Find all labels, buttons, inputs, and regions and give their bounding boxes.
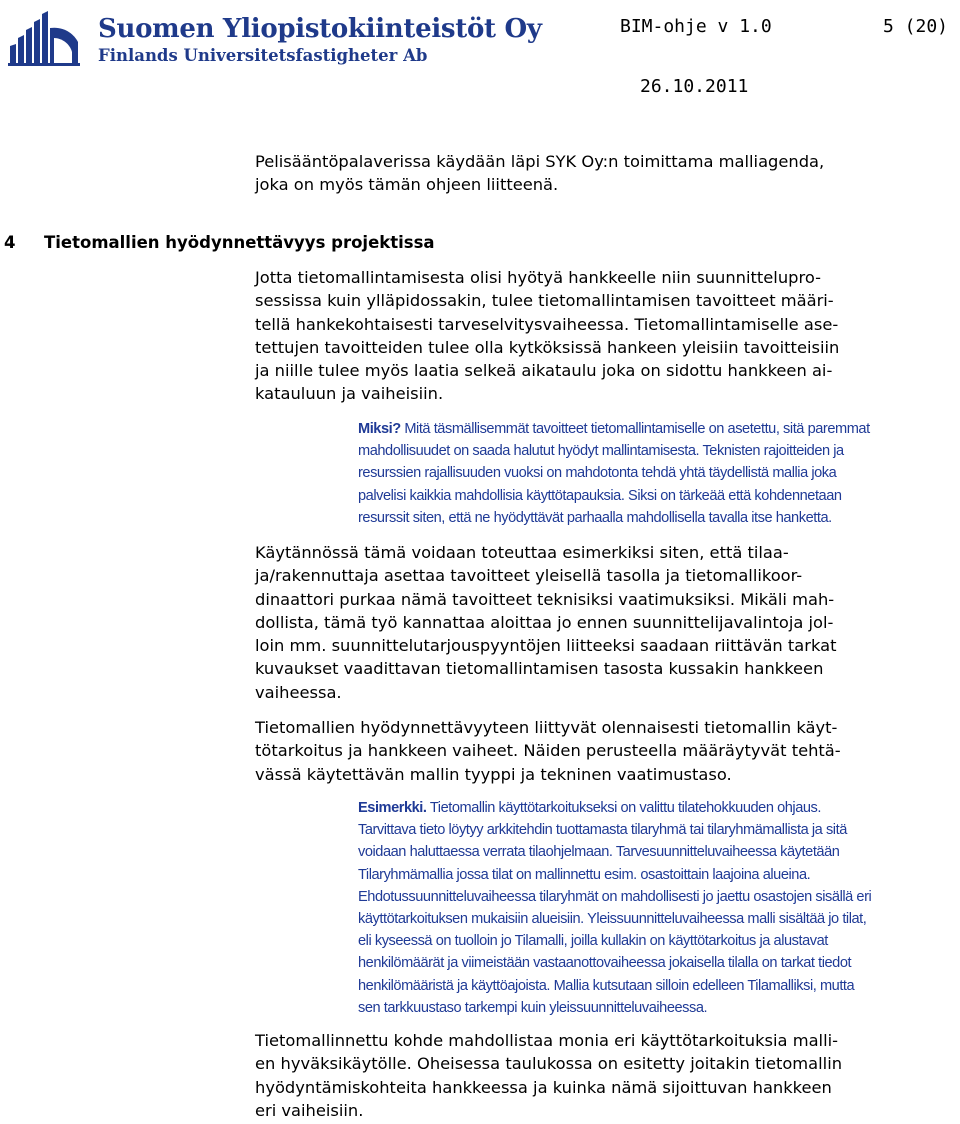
note-line: eli kyseessä on tuolloin jo Tilamalli, joilla kullakin on käyttötarkoitus ja alustavat [358, 933, 828, 950]
note-line: käyttötarkoituksen mukaisiin alueisiin. Yleissuunnitteluvaiheessa malli sisältää jo tilat, [358, 911, 867, 928]
text-line: Tietomallinnettu kohde mahdollistaa monia eri käyttötarkoituksia malli- [255, 1031, 838, 1050]
document-date: 26.10.2011 [640, 76, 749, 97]
note-line: Tarvittava tieto löytyy arkkitehdin tuottamasta tilaryhmä tai tilaryhmämallista ja sitä [358, 822, 847, 839]
note-label: Esimerkki. [358, 800, 427, 816]
text-line: ja/rakennuttaja asettaa tavoitteet yleisellä tasolla ja tietomallikoor- [255, 566, 803, 586]
note-label: Miksi? [358, 421, 401, 437]
text-line: tötarkoitus ja hankkeen vaiheet. Näiden perusteella määräytyvät tehtä- [255, 741, 841, 761]
section-heading [4, 233, 435, 252]
note-line: sen tarkkuustaso tarkempi kuin yleissuunnitteluvaiheessa. [358, 999, 708, 1016]
page-number: 5 (20) [883, 16, 949, 37]
note-line: resurssien rajallisuuden vuoksi on mahdotonta tehdä yhtä täydellistä mallia joka [358, 465, 837, 482]
paragraph-table-intro [255, 1029, 955, 1122]
text-line: Tietomallien hyödynnettävyyteen liittyvät olennaisesti tietomallin käyt- [255, 718, 838, 737]
text-line: hyödyntämiskohteita hankkeessa ja kuinka nämä sijoittuvan hankkeen [255, 1077, 832, 1097]
paragraph-practice [255, 541, 955, 704]
text-line: joka on myös tämän ohjeen liitteenä. [255, 175, 559, 195]
paragraph-usage [255, 716, 955, 786]
text-line: vässä käytettävän mallin tyyppi ja tekninen vaatimustaso. [255, 764, 732, 784]
company-logo [8, 8, 542, 68]
note-example [358, 797, 958, 1019]
note-line: henkilömääristä ja käyttöajoista. Mallia kutsutaan silloin edelleen Tilamalliksi, mutta [358, 977, 855, 994]
text-line: sessissa kuin ylläpidossakin, tulee tietomallintamisen tavoitteet määri- [255, 291, 834, 311]
note-text: Mitä täsmällisemmät tavoitteet tietomallintamiselle on asetettu, sitä paremmat [404, 421, 870, 437]
note-text: Tietomallin käyttötarkoitukseksi on valittu tilatehokkuuden ohjaus. [429, 800, 822, 816]
text-line: vaiheessa. [255, 682, 342, 702]
text-line: dinaattori purkaa nämä tavoitteet teknisiksi vaatimuksiksi. Mikäli mah- [255, 589, 835, 609]
text-line: katauluun ja vaiheisiin. [255, 384, 444, 404]
text-line: loin mm. suunnittelutarjouspyyntöjen liitteeksi saadaan riittävän tarkat [255, 636, 837, 656]
text-line: Käytännössä tämä voidaan toteuttaa esimerkiksi siten, että tilaa- [255, 543, 789, 562]
text-line: eri vaiheisiin. [255, 1100, 364, 1120]
text-line: tettujen tavoitteiden tulee olla kytköksissä hankeen yleisiin tavoitteisiin [255, 337, 840, 357]
paragraph-goals [255, 266, 955, 406]
text-line: kuvaukset vaadittavan tietomallintamisen tasosta kussakin hankkeen [255, 659, 824, 679]
text-line: dollista, tämä työ kannattaa aloittaa jo ennen suunnittelijavalintoja jol- [255, 612, 834, 632]
text-line: ja niille tulee myös laatia selkeä aikataulu joka on sidottu hankkeen ai- [255, 361, 833, 381]
intro-paragraph [255, 150, 955, 197]
logo-text-finnish: Suomen Yliopistokiinteistöt Oy [98, 14, 542, 44]
text-line: tellä hankekohtaisesti tarveselvitysvaiheessa. Tietomallintamiselle ase- [255, 314, 839, 334]
note-line: mahdollisuudet on saada halutut hyödyt mallintamisesta. Teknisten rajoitteiden ja [358, 443, 844, 460]
building-logo-icon [8, 8, 82, 66]
note-line: Ehdotussuunnitteluvaiheessa tilaryhmät on mahdollisesti jo jaettu osastojen sisällä eri [358, 888, 872, 905]
text-line: Pelisääntöpalaverissa käydään läpi SYK Oy:n toimittama malliagenda, [255, 152, 825, 171]
text-line: en hyväksikäytölle. Oheisessa taulukossa on esitetty joitakin tietomallin [255, 1054, 843, 1074]
text-line: Jotta tietomallintamisesta olisi hyötyä hankkeelle niin suunnittelupro- [255, 268, 821, 287]
note-line: voidaan haluttaessa verrata tilaohjelmaan. Tarvesuunnitteluvaiheessa käytetään [358, 844, 840, 861]
note-why [358, 418, 958, 529]
section-title: Tietomallien hyödynnettävyys projektissa [44, 233, 435, 252]
logo-text-swedish: Finlands Universitetsfastigheter Ab [98, 46, 428, 65]
document-title: BIM-ohje v 1.0 [620, 16, 772, 37]
note-line: resurssit siten, että ne hyödyttävät parhaalla mahdollisella tavalla itse hanketta. [358, 509, 832, 526]
note-line: palvelisi kaikkia mahdollisia käyttötapauksia. Siksi on tärkeää että kohdennetaan [358, 487, 842, 504]
section-number: 4 [4, 233, 16, 252]
note-line: Tilaryhmämallia jossa tilat on mallinnettu esim. osastoittain laajoina alueina. [358, 866, 811, 883]
note-line: henkilömäärät ja viimeistään vastaanottovaiheessa jokaisella tilalla on tarkat tiedot [358, 955, 852, 972]
